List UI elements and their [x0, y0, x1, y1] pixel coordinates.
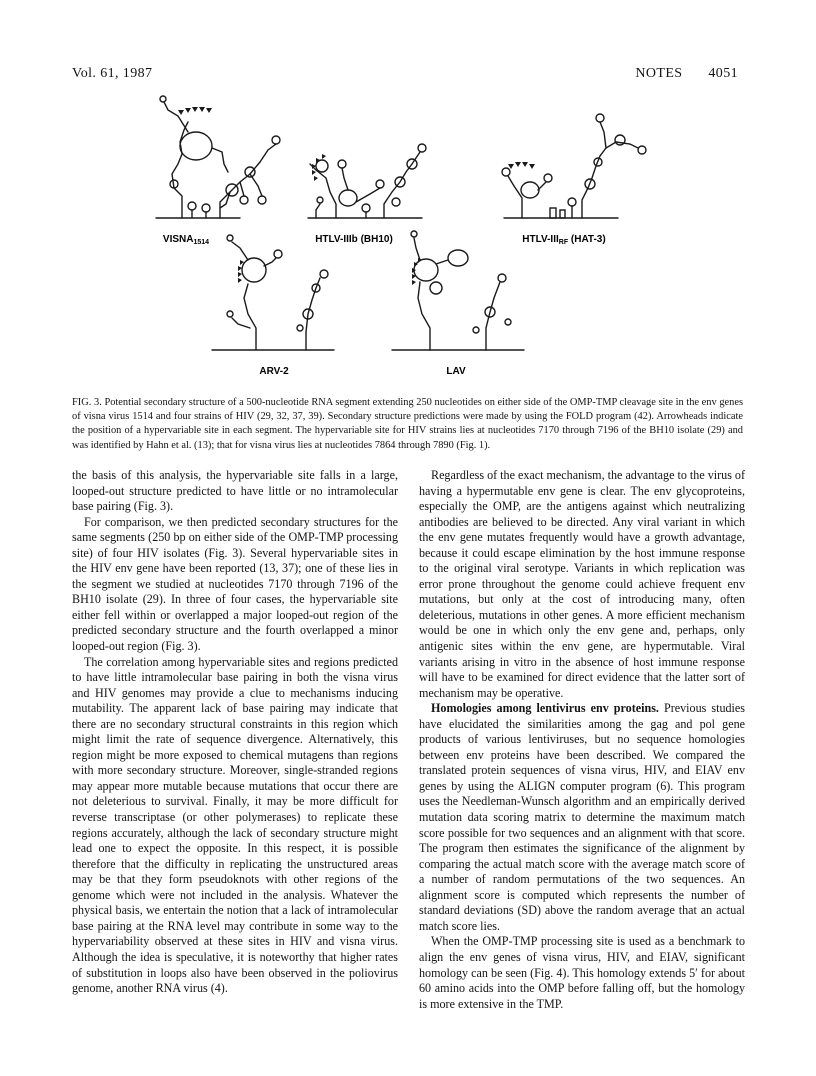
htlv-iiib-structure — [308, 144, 426, 218]
figure-3 — [130, 92, 690, 392]
lav-structure — [392, 231, 524, 350]
figure-caption: FIG. 3. Potential secondary structure of a 500-nucleotide RNA segment extending 250 nucleotides on either side of the OMP-TMP cleavage site in the env genes of visna virus 1514 and four strains of HIV (29, 32, 37, 39). Secondary structure predictions were made by using the FOLD program (42). Arrowheads indicate the position of a hypervariable site in each segment. The hypervariable site for HIV strains lies at nucleotides 7170 through 7196 of the BH10 isolate (29) and was identified by Hahn et al. (13); that for visna virus lies at nucleotides 7864 through 7890 (Fig. 1). — [72, 397, 743, 451]
structure-label-lav: LAV — [446, 366, 466, 377]
paragraph: When the OMP-TMP processing site is used as a benchmark to align the env genes of visna virus, HIV, and EIAV, significant homology can be seen (Fig. 4). This homology extends 5′ for about 60 amino acids into the OMP before falling off, but the homology is more extensive in the TMP. — [419, 934, 745, 1011]
paragraph: the basis of this analysis, the hypervariable site falls in a large, looped-out structure predicted to have little or no intramolecular base pairing (Fig. 3). — [72, 468, 398, 514]
htlv-iii-rf-structure — [502, 114, 646, 218]
structure-label-visna: $VISNA_{1514}$ — [162, 234, 210, 246]
structure-label-htlv-iiib: HTLV-IIIb (BH10) — [315, 234, 393, 245]
running-header-volume: Vol. 61, 1987 — [72, 66, 153, 81]
page-number: 4051 — [708, 66, 738, 81]
right-column — [419, 468, 745, 1012]
rna-structure-diagrams — [130, 92, 690, 392]
visna-structure — [156, 96, 280, 218]
paragraph-body: Previous studies have elucidated the similarities among the gag and pol gene products of various lentiviruses, but no sequence homologies between env proteins have been described. We compared the translated protein sequences of visna virus, HIV, and EIAV env genes by using the ALIGN computer program (6). This program uses the Needleman-Wunsch algorithm and an empirically derived mutation data scoring matrix to determine the maximum match score possible for two sequences and an alignment with that score. The program then estimates the significance of the alignment by comparing the actual match score with the average match score of a number of random permutations of the two sequences. An alignment score is computed which represents the number of standard deviations (SD) above the random average that an actual match score lies. — [419, 701, 745, 933]
running-header-section: NOTES — [635, 66, 683, 81]
running-header-right — [635, 66, 738, 82]
section-heading: Homologies among lentivirus env proteins. — [431, 701, 659, 716]
paragraph — [419, 701, 745, 934]
paragraph: The correlation among hypervariable sites and regions predicted to have little intramolecular base pairing in both the visna virus and HIV genomes may provide a clue to mechanisms inducing mutability. The apparent lack of base pairing may indicate that there are no secondary structural constraints in this region which might limit the rate of sequence divergence. Alternatively, this region might be more exposed to chemical mutagens than regions with more secondary structure. Moreover, single-stranded regions may appear more mutable because mutations that occur there are not deleterious to survival. Finally, it may be more difficult for reverse transcriptase (or other polymerases) to replicate these regions accurately, although the lack of secondary structure might lead one to expect the opposite. In this respect, it is possible therefore that the difficulty in replicating the unstructured areas may be that they form pseudoknots with other regions of the genome which were not included in the analysis. Whatever the physical basis, we entertain the notion that a lack of intramolecular base pairing at the RNA level may contribute in some way to the hypervariability observed at these sites in HIV and visna virus. Although the idea is speculative, it is noteworthy that higher rates of substitution in loops also have been observed in the poliovirus genome, another RNA virus (4). — [72, 654, 398, 996]
arv-2-structure — [212, 235, 334, 350]
paragraph: For comparison, we then predicted secondary structures for the same segments (250 bp on either side of the OMP-TMP processing site) of four HIV isolates (Fig. 3). Several hypervariable sites in the HIV env gene have been reported (13, 37); one of these lies in the segment we studied at nucleotides 7170 through 7196 of the BH10 isolate (29). In three of four cases, the hypervariable site either fell within or overlapped a major looped-out region of the predicted secondary structure and the fourth overlapped a minor looped-out region (Fig. 3). — [72, 514, 398, 654]
structure-label-htlv-iii-rf: HTLV-$III_{RF}$ (HAT-3) — [522, 234, 606, 246]
structure-label-arv-2: ARV-2 — [259, 366, 289, 377]
left-column — [72, 468, 398, 997]
paragraph: Regardless of the exact mechanism, the advantage to the virus of having a hypermutable env gene is clear. The env glycoproteins, especially the OMP, are the antigens against which neutralizing antibodies are believed to be directed. Any viral variant in which the env gene mutates frequently would have a growth advantage, because it could escape elimination by the host immune response to the original viral serotype. Variants in which replication was error prone throughout the genome could achieve frequent env mutations, but only at the cost of introducing many, often deleterious, mutations in other genes. A more efficient mechanism would be one in which only the env gene and, perhaps, only antigenic sites within the env gene, are hypermutable. Viral variants arising in vitro in the absence of host immune response will have to be examined for direct evidence that the latter sort of mechanism may be operative. — [419, 468, 745, 700]
